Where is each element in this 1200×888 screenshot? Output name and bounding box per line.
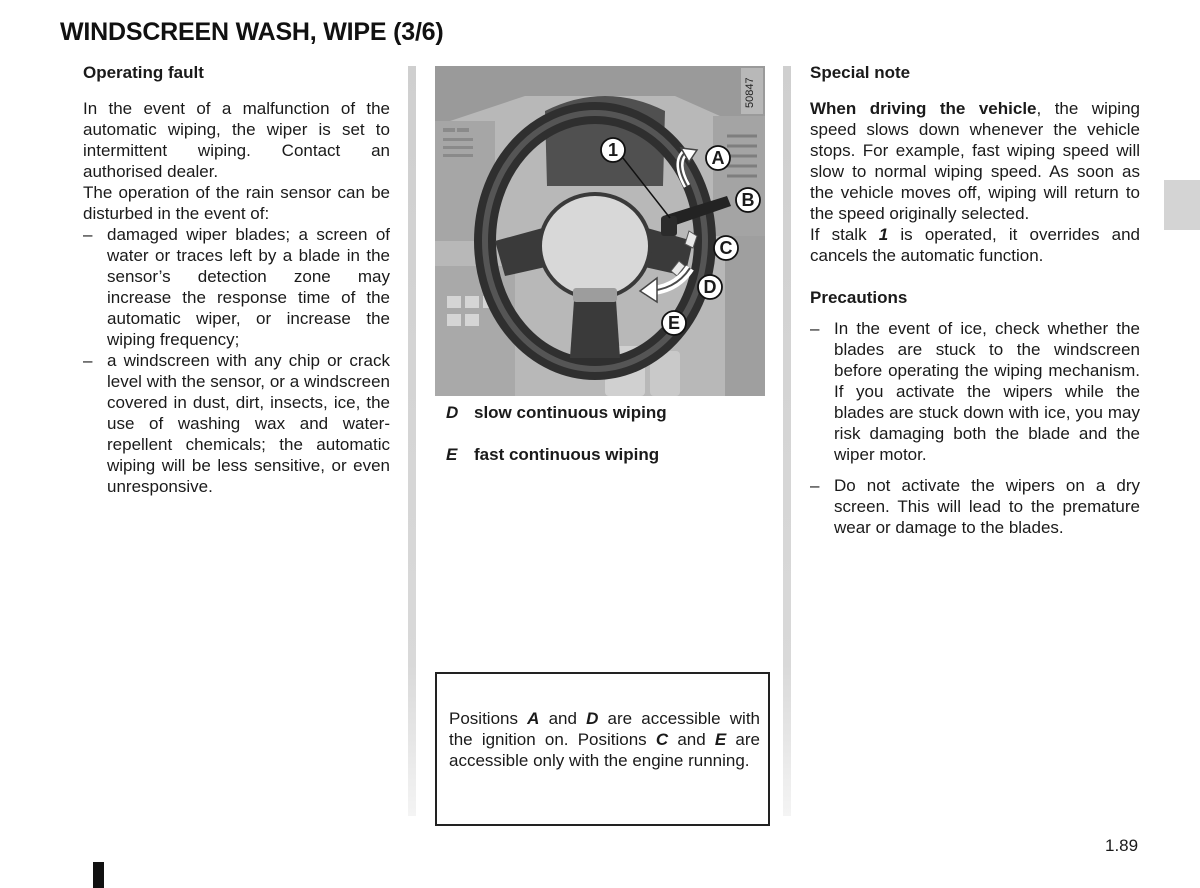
right-column xyxy=(810,62,1140,538)
precautions-list xyxy=(810,318,1140,538)
list-item-text: damaged wiper blades; a screen of water or traces left by a blade in the sensor’s detection zone may increase the response time of the automatic wiper, or increase the wiping frequency; xyxy=(107,225,390,349)
callout-a: A xyxy=(711,148,725,168)
caption-key: D xyxy=(446,403,459,422)
list-item-text: In the event of ice, check whether the blades are stuck to the windscreen before operating the wiping mechanism. If you activate the wipers while the blades are stuck down with ice, you may risk damaging both the blade and the wiper motor. xyxy=(834,319,1140,464)
rain-sensor-list xyxy=(83,224,390,497)
stalk-override-text: If stalk 1 is operated, it overrides and cancels the automatic function. xyxy=(810,225,1140,265)
callout-c: C xyxy=(719,238,733,258)
wiper-stalk-illustration xyxy=(435,66,765,396)
positions-note-text: Positions A and D are accessible with the ignition on. Positions C and E are accessible only with the engine running. xyxy=(449,709,761,770)
dash-bullet: – xyxy=(810,476,820,495)
operating-fault-heading: Operating fault xyxy=(83,63,204,82)
page-number: 1.89 xyxy=(1105,836,1139,855)
column-divider-right xyxy=(783,66,791,816)
figure-captions xyxy=(446,402,766,465)
caption-row xyxy=(446,444,766,465)
caption-text: slow continuous wiping xyxy=(474,403,667,422)
caption-text: fast continuous wiping xyxy=(474,445,660,464)
precautions-heading: Precautions xyxy=(810,288,908,307)
operating-fault-intro: In the event of a malfunction of the automatic wiping, the wiper is set to intermittent wiping. Contact an authorised dealer. xyxy=(83,99,390,181)
caption-row xyxy=(446,402,766,423)
page-title: WINDSCREEN WASH, WIPE (3/6) xyxy=(60,18,444,46)
callout-d: D xyxy=(703,277,717,297)
list-item-text: Do not activate the wipers on a dry screen. This will lead to the premature wear or damage to the blades. xyxy=(834,476,1140,537)
rain-sensor-lead: The operation of the rain sensor can be disturbed in the event of: xyxy=(83,183,390,223)
callout-1: 1 xyxy=(607,140,618,160)
list-item-text: a windscreen with any chip or crack level with the sensor, or a windscreen covered in dust, dirt, insects, ice, the use of washing wax and water-repellent chemicals; the automatic wiping will be less sensitive, or even unresponsive. xyxy=(107,351,390,496)
column-divider-left xyxy=(408,66,416,816)
caption-key: E xyxy=(446,445,458,464)
dash-bullet: – xyxy=(83,351,93,370)
list-item xyxy=(83,350,390,497)
callout-e: E xyxy=(667,313,680,333)
special-note-text: When driving the vehicle, the wiping speed slows down whenever the vehicle stops. For example, fast wiping speed will slow to normal wiping speed. As soon as the vehicle moves off, wiping will return to the speed originally selected. xyxy=(810,99,1140,223)
list-item xyxy=(810,318,1140,465)
positions-note-box xyxy=(435,672,770,826)
dash-bullet: – xyxy=(810,319,820,338)
crop-mark xyxy=(93,862,104,888)
special-note-heading: Special note xyxy=(810,63,911,82)
left-column xyxy=(83,62,390,497)
section-side-tab xyxy=(1164,180,1200,230)
callout-b: B xyxy=(741,190,755,210)
list-item xyxy=(83,224,390,350)
figure-code: 50847 xyxy=(744,77,756,108)
list-item xyxy=(810,475,1140,538)
dash-bullet: – xyxy=(83,225,93,244)
